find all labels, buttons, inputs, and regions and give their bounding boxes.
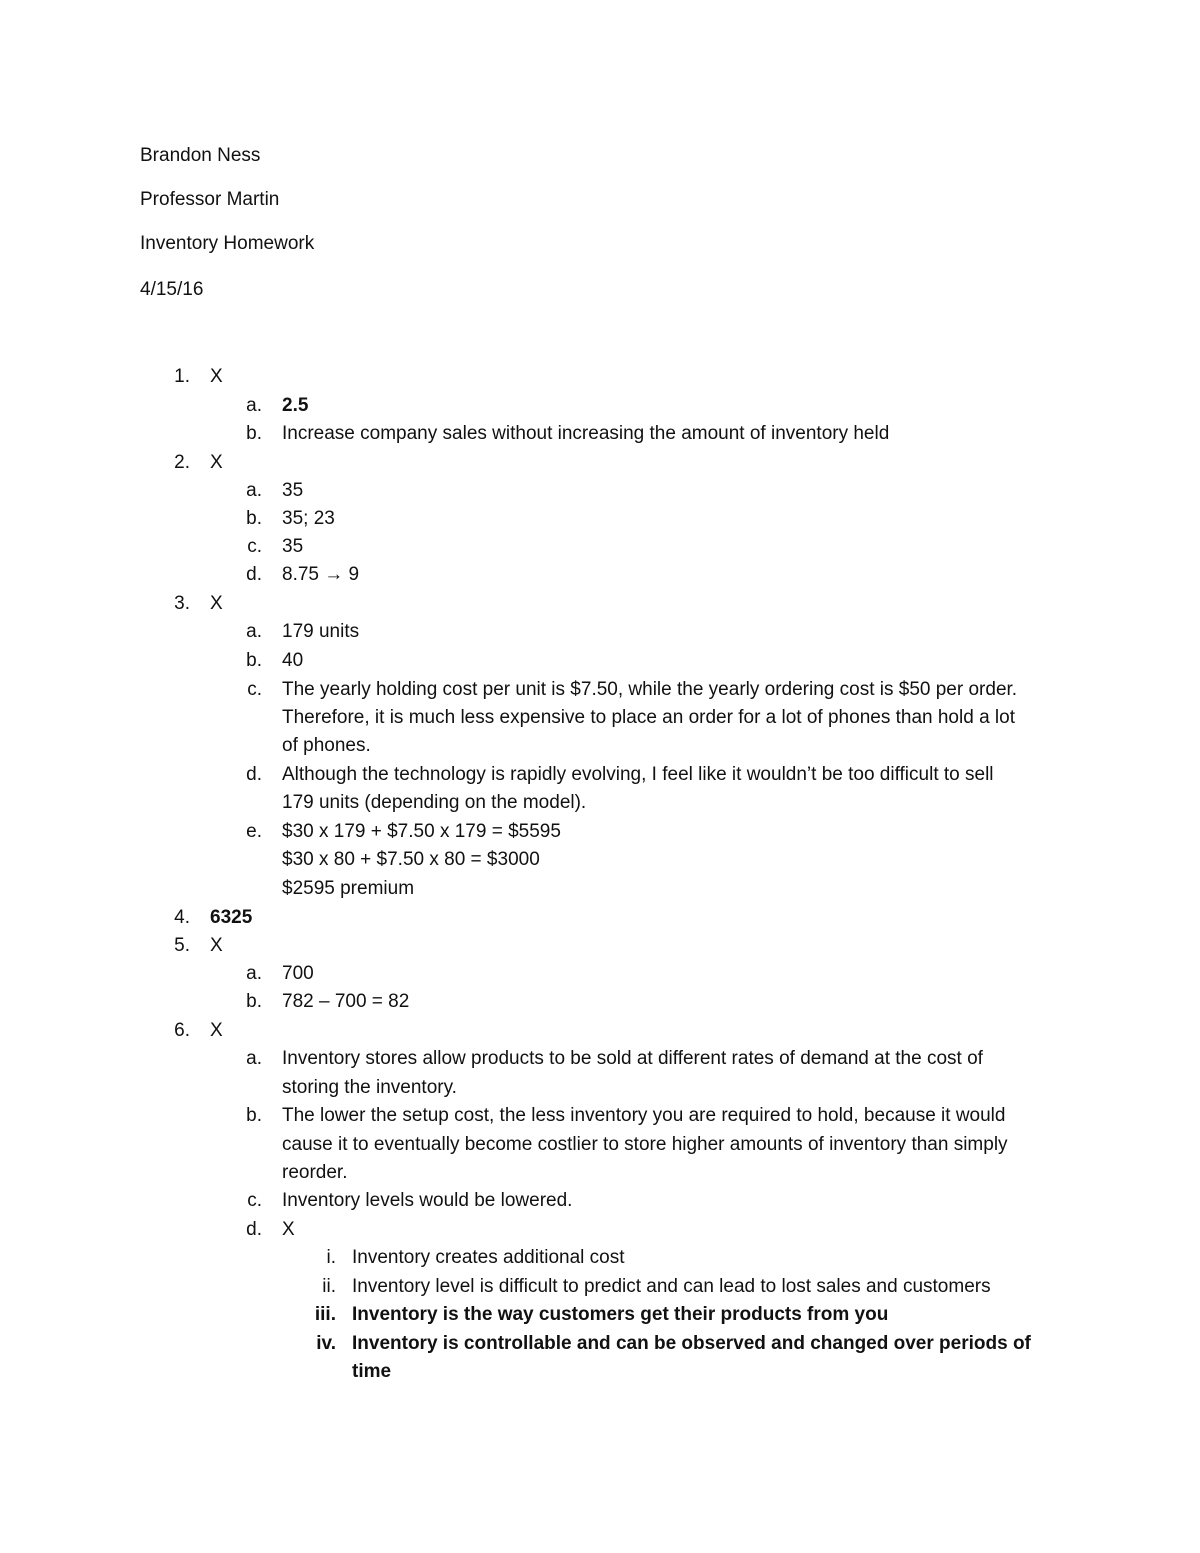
assignment-title: Inventory Homework bbox=[140, 233, 315, 254]
q6b-answer-line: cause it to eventually become costlier to store higher amounts of inventory than simply bbox=[282, 1134, 1008, 1155]
q5-text: X bbox=[210, 935, 223, 956]
q6-marker: 6. bbox=[174, 1020, 190, 1041]
q1a-answer: 2.5 bbox=[282, 395, 309, 416]
q1-marker: 1. bbox=[174, 366, 190, 387]
q2-marker: 2. bbox=[174, 452, 190, 473]
q4-marker: 4. bbox=[174, 907, 190, 928]
q5a-marker: a. bbox=[246, 963, 262, 984]
q3c-answer-line: The yearly holding cost per unit is $7.50, while the yearly ordering cost is $50 per order. bbox=[282, 679, 1018, 700]
q6d-iii-answer: Inventory is the way customers get their products from you bbox=[352, 1304, 889, 1325]
q5b-marker: b. bbox=[246, 991, 262, 1012]
q6b-marker: b. bbox=[246, 1105, 262, 1126]
q3a-answer: 179 units bbox=[282, 621, 360, 642]
q2b-marker: b. bbox=[246, 508, 262, 529]
q3b-answer: 40 bbox=[282, 650, 304, 671]
q3c-marker: c. bbox=[247, 679, 262, 700]
q6a-answer-line: Inventory stores allow products to be sold at different rates of demand at the cost of bbox=[282, 1048, 983, 1069]
q3-marker: 3. bbox=[174, 593, 190, 614]
assignment-date: 4/15/16 bbox=[140, 279, 204, 300]
q6b-answer-line: The lower the setup cost, the less inventory you are required to hold, because it would bbox=[282, 1105, 1006, 1126]
q1b-marker: b. bbox=[246, 423, 262, 444]
q1b-answer: Increase company sales without increasing the amount of inventory held bbox=[282, 423, 890, 444]
q6c-marker: c. bbox=[247, 1190, 262, 1211]
q3d-answer-line: Although the technology is rapidly evolving, I feel like it wouldn’t be too difficult to sell bbox=[282, 764, 994, 785]
q6d-text: X bbox=[282, 1219, 295, 1240]
professor-name: Professor Martin bbox=[140, 189, 280, 210]
q2c-answer: 35 bbox=[282, 536, 304, 557]
q3a-marker: a. bbox=[246, 621, 262, 642]
q3e-answer-line: $2595 premium bbox=[282, 878, 415, 899]
q6d-iv-marker: iv. bbox=[316, 1333, 336, 1354]
q3c-answer-line: Therefore, it is much less expensive to place an order for a lot of phones than hold a lot bbox=[282, 707, 1015, 728]
q4-answer: 6325 bbox=[210, 907, 253, 928]
q6d-i-answer: Inventory creates additional cost bbox=[352, 1247, 625, 1268]
q2c-marker: c. bbox=[247, 536, 262, 557]
q6d-iii-marker: iii. bbox=[314, 1304, 336, 1325]
q2a-answer: 35 bbox=[282, 480, 304, 501]
q6d-i-marker: i. bbox=[326, 1247, 336, 1268]
q5-marker: 5. bbox=[174, 935, 190, 956]
q3e-marker: e. bbox=[246, 821, 262, 842]
q3c-answer-line: of phones. bbox=[282, 735, 371, 756]
q6d-ii-marker: ii. bbox=[322, 1276, 336, 1297]
q2d-answer: 8.75 → 9 bbox=[282, 564, 360, 585]
q2-text: X bbox=[210, 452, 223, 473]
q5b-answer: 782 – 700 = 82 bbox=[282, 991, 410, 1012]
q3b-marker: b. bbox=[246, 650, 262, 671]
q2b-answer: 35; 23 bbox=[282, 508, 335, 529]
author-name: Brandon Ness bbox=[140, 145, 261, 166]
q1-text: X bbox=[210, 366, 223, 387]
q1a-marker: a. bbox=[246, 395, 262, 416]
q3d-marker: d. bbox=[246, 764, 262, 785]
q3d-answer-line: 179 units (depending on the model). bbox=[282, 792, 587, 813]
q6c-answer: Inventory levels would be lowered. bbox=[282, 1190, 573, 1211]
q6d-iv-answer-line: time bbox=[352, 1361, 392, 1382]
q5a-answer: 700 bbox=[282, 963, 314, 984]
q6a-marker: a. bbox=[246, 1048, 262, 1069]
q6-text: X bbox=[210, 1020, 223, 1041]
q3e-answer-line: $30 x 80 + $7.50 x 80 = $3000 bbox=[282, 849, 540, 870]
q6d-iv-answer-line: Inventory is controllable and can be observed and changed over periods of bbox=[352, 1333, 1031, 1354]
q3e-answer-line: $30 x 179 + $7.50 x 179 = $5595 bbox=[282, 821, 561, 842]
q2d-marker: d. bbox=[246, 564, 262, 585]
q6a-answer-line: storing the inventory. bbox=[282, 1077, 457, 1098]
q6b-answer-line: reorder. bbox=[282, 1162, 348, 1183]
q2a-marker: a. bbox=[246, 480, 262, 501]
q6d-marker: d. bbox=[246, 1219, 262, 1240]
q6d-ii-answer: Inventory level is difficult to predict and can lead to lost sales and customers bbox=[352, 1276, 991, 1297]
q3-text: X bbox=[210, 593, 223, 614]
